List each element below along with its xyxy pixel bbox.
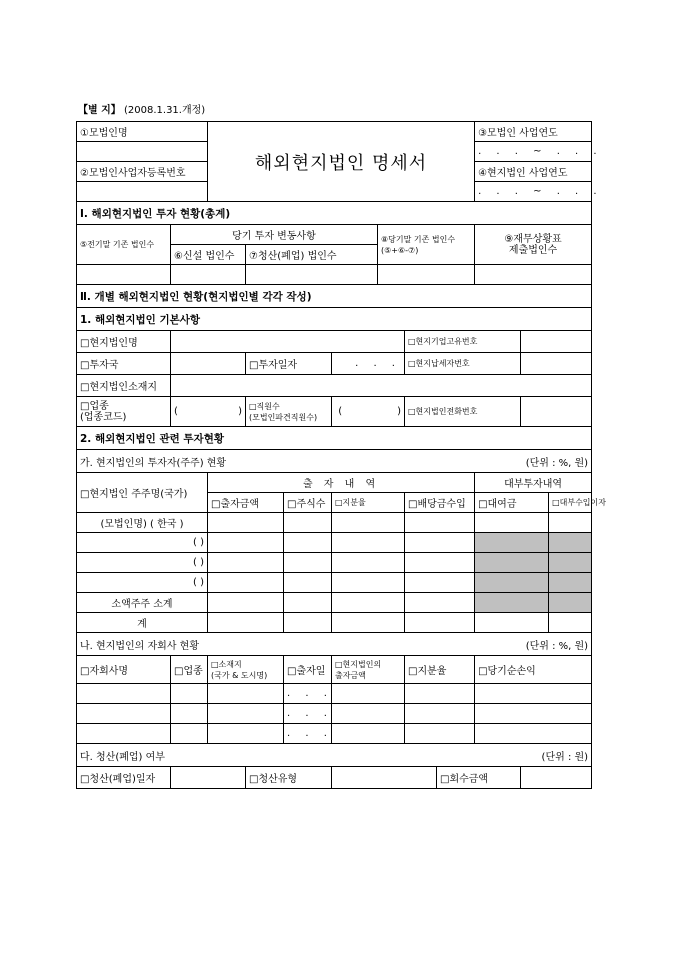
subsidiary-row [77, 724, 592, 744]
closed-count-label: ⑦청산(폐업) 법인수 [246, 245, 378, 265]
cell[interactable] [284, 533, 332, 553]
closed-count-field[interactable] [246, 265, 378, 285]
report-count-field[interactable] [475, 265, 592, 285]
cell[interactable] [77, 704, 171, 724]
cell[interactable] [208, 553, 284, 573]
cell-disabled [549, 593, 592, 613]
section2-sub2c: 다. 청산(폐업) 여부 [77, 744, 437, 767]
cell[interactable] [77, 684, 171, 704]
cell[interactable] [332, 593, 405, 613]
sub-date-field[interactable]: . . . [284, 704, 332, 724]
cell[interactable] [405, 593, 475, 613]
cell[interactable] [475, 704, 592, 724]
cell-disabled [475, 593, 549, 613]
local-unique-no-label: □현지기업고유번호 [405, 331, 521, 353]
subsidiary-row [77, 684, 592, 704]
amount-label: □출자금액 [208, 493, 284, 513]
prev-count-field[interactable] [77, 265, 171, 285]
cell-disabled [549, 533, 592, 553]
cell[interactable] [405, 573, 475, 593]
overseas-subsidiary-form [76, 121, 606, 789]
parent-reg-no-label: ②모법인사업자등록번호 [77, 162, 208, 182]
cell[interactable] [332, 704, 405, 724]
unit-label-2: (단위 : %, 원) [437, 633, 592, 656]
cell[interactable] [171, 684, 208, 704]
cell[interactable] [405, 613, 475, 633]
local-unique-no-field[interactable] [521, 331, 592, 353]
annex-label: 【별 지】 [78, 105, 121, 116]
loan-detail-header: 대부투자내역 [475, 473, 592, 493]
shareholder-row [77, 593, 592, 613]
shareholder-row [77, 613, 592, 633]
shareholder-row-label: ( ) [77, 553, 208, 573]
new-count-field[interactable] [171, 265, 246, 285]
shareholder-row-label: ( ) [77, 533, 208, 553]
sub-location-label: □소재지 (국가 & 도시명) [208, 656, 284, 684]
cell[interactable] [284, 593, 332, 613]
cell[interactable] [284, 553, 332, 573]
cell[interactable] [332, 684, 405, 704]
employees-paren-open: ( [338, 406, 343, 417]
loan-label: □대여금 [475, 493, 549, 513]
local-tax-no-label: □현지납세자번호 [405, 353, 521, 375]
cell[interactable] [332, 573, 405, 593]
cell[interactable] [171, 704, 208, 724]
cell[interactable] [405, 704, 475, 724]
cell[interactable] [208, 704, 284, 724]
cell-disabled [475, 533, 549, 553]
cell-disabled [549, 573, 592, 593]
section2-sub2a: 가. 현지법인의 투자자(주주) 현황 [77, 450, 437, 473]
cell[interactable] [208, 573, 284, 593]
report-count-label: ⑨재무상황표 제출법인수 [475, 225, 592, 265]
current-count-label: ⑧당기말 기존 법인수 (⑤+⑥-⑦) [378, 225, 475, 265]
local-address-label: □현지법인소재지 [77, 375, 171, 397]
local-name-label: □현지법인명 [77, 331, 171, 353]
recovered-field[interactable] [521, 767, 592, 789]
parent-name-label: ①모법인명 [77, 122, 208, 142]
sub-date-field[interactable]: . . . [284, 724, 332, 744]
cell[interactable] [208, 593, 284, 613]
sub-industry-label: □업종 [171, 656, 208, 684]
cell[interactable] [549, 513, 592, 533]
cell[interactable] [475, 513, 549, 533]
cell[interactable] [208, 724, 284, 744]
invest-detail-header: 출 자 내 역 [208, 473, 475, 493]
shareholder-row [77, 513, 592, 533]
employees-paren-close: ) [397, 406, 401, 417]
cell[interactable] [284, 613, 332, 633]
current-count-field[interactable] [378, 265, 475, 285]
close-date-label: □청산(폐업)일자 [77, 767, 171, 789]
cell[interactable] [405, 684, 475, 704]
dividend-label: □배당금수입 [405, 493, 475, 513]
employees-field[interactable] [332, 397, 405, 427]
industry-field[interactable] [171, 397, 246, 427]
industry-paren-close: ) [238, 406, 242, 417]
cell[interactable] [332, 724, 405, 744]
parent-fiscal-year-label: ③모법인 사업연도 [475, 122, 592, 142]
close-date-field[interactable] [171, 767, 246, 789]
ratio-label: □지분율 [332, 493, 405, 513]
unit-label-1: (단위 : %, 원) [437, 450, 592, 473]
cell[interactable] [549, 613, 592, 633]
local-tax-no-field[interactable] [521, 353, 592, 375]
form-title: 해외현지법인 명세서 [208, 122, 475, 202]
shareholder-label: □현지법인 주주명(국가) [77, 473, 208, 513]
new-count-label: ⑥신설 법인수 [171, 245, 246, 265]
cell-disabled [475, 573, 549, 593]
unit-label-3: (단위 : 원) [437, 744, 592, 767]
shareholder-row [77, 533, 592, 553]
local-phone-label: □현지법인전화번호 [405, 397, 521, 427]
section2-heading: Ⅱ. 개별 해외현지법인 현황(현지법인별 각각 작성) [77, 285, 592, 308]
cell[interactable] [332, 533, 405, 553]
cell[interactable] [208, 513, 284, 533]
cell[interactable] [208, 613, 284, 633]
cell[interactable] [284, 573, 332, 593]
parent-fiscal-year-field[interactable]: . . . ~ . . . [475, 142, 592, 162]
cell[interactable] [475, 684, 592, 704]
interest-label: □대부수입이자 [549, 493, 592, 513]
cell[interactable] [208, 684, 284, 704]
shareholder-row [77, 573, 592, 593]
sub-profit-label: □당기순손익 [475, 656, 592, 684]
local-phone-field[interactable] [521, 397, 592, 427]
section2-sub1: 1. 해외현지법인 기본사항 [77, 308, 592, 331]
invest-country-label: □투자국 [77, 353, 171, 375]
invest-date-field[interactable]: . . . [332, 353, 405, 375]
cell[interactable] [171, 724, 208, 744]
parent-reg-no-field[interactable] [77, 182, 208, 202]
invest-date-label: □투자일자 [246, 353, 332, 375]
section2-sub2: 2. 해외현지법인 관련 투자현황 [77, 427, 592, 450]
industry-paren-open: ( [174, 406, 178, 417]
cell-disabled [475, 553, 549, 573]
cell[interactable] [405, 724, 475, 744]
shareholder-row-label: 계 [77, 613, 208, 633]
section1-heading: Ⅰ. 해외현지법인 투자 현황(총계) [77, 202, 592, 225]
shareholder-row-label: 소액주주 소계 [77, 593, 208, 613]
cell[interactable] [284, 513, 332, 533]
parent-name-field[interactable] [77, 142, 208, 162]
industry-label: □업종 (업종코드) [77, 397, 171, 427]
close-type-field[interactable] [332, 767, 437, 789]
sub-name-label: □자회사명 [77, 656, 171, 684]
sub-date-field[interactable]: . . . [284, 684, 332, 704]
shareholder-row-label: (모법인명) ( 한국 ) [77, 513, 208, 533]
prev-count-label: ⑤전기말 기존 법인수 [77, 225, 171, 265]
cell[interactable] [405, 513, 475, 533]
revision-label: (2008.1.31.개정) [124, 105, 206, 116]
local-fiscal-year-field[interactable]: . . . ~ . . . [475, 182, 592, 202]
shareholder-row-label: ( ) [77, 573, 208, 593]
cell[interactable] [405, 553, 475, 573]
cell[interactable] [332, 613, 405, 633]
invest-country-field[interactable] [171, 353, 246, 375]
cell[interactable] [475, 613, 549, 633]
sub-amount-label: □현지법인의 출자금액 [332, 656, 405, 684]
local-name-field[interactable] [171, 331, 405, 353]
sub-date-label: □출자일 [284, 656, 332, 684]
shares-label: □주식수 [284, 493, 332, 513]
local-fiscal-year-label: ④현지법인 사업연도 [475, 162, 592, 182]
subsidiary-row [77, 704, 592, 724]
shareholder-row [77, 553, 592, 573]
cell[interactable] [405, 533, 475, 553]
local-address-field[interactable] [171, 375, 592, 397]
cell[interactable] [77, 724, 171, 744]
cell[interactable] [208, 533, 284, 553]
employees-label: □직원수 (모법인파견직원수) [246, 397, 332, 427]
change-header-label: 당기 투자 변동사항 [171, 225, 378, 245]
section2-sub2b: 나. 현지법인의 자회사 현황 [77, 633, 437, 656]
recovered-label: □회수금액 [437, 767, 521, 789]
cell-disabled [549, 553, 592, 573]
close-type-label: □청산유형 [246, 767, 332, 789]
sub-ratio-label: □지분율 [405, 656, 475, 684]
cell[interactable] [475, 724, 592, 744]
cell[interactable] [332, 553, 405, 573]
form-annex-note [78, 101, 205, 116]
cell[interactable] [332, 513, 405, 533]
